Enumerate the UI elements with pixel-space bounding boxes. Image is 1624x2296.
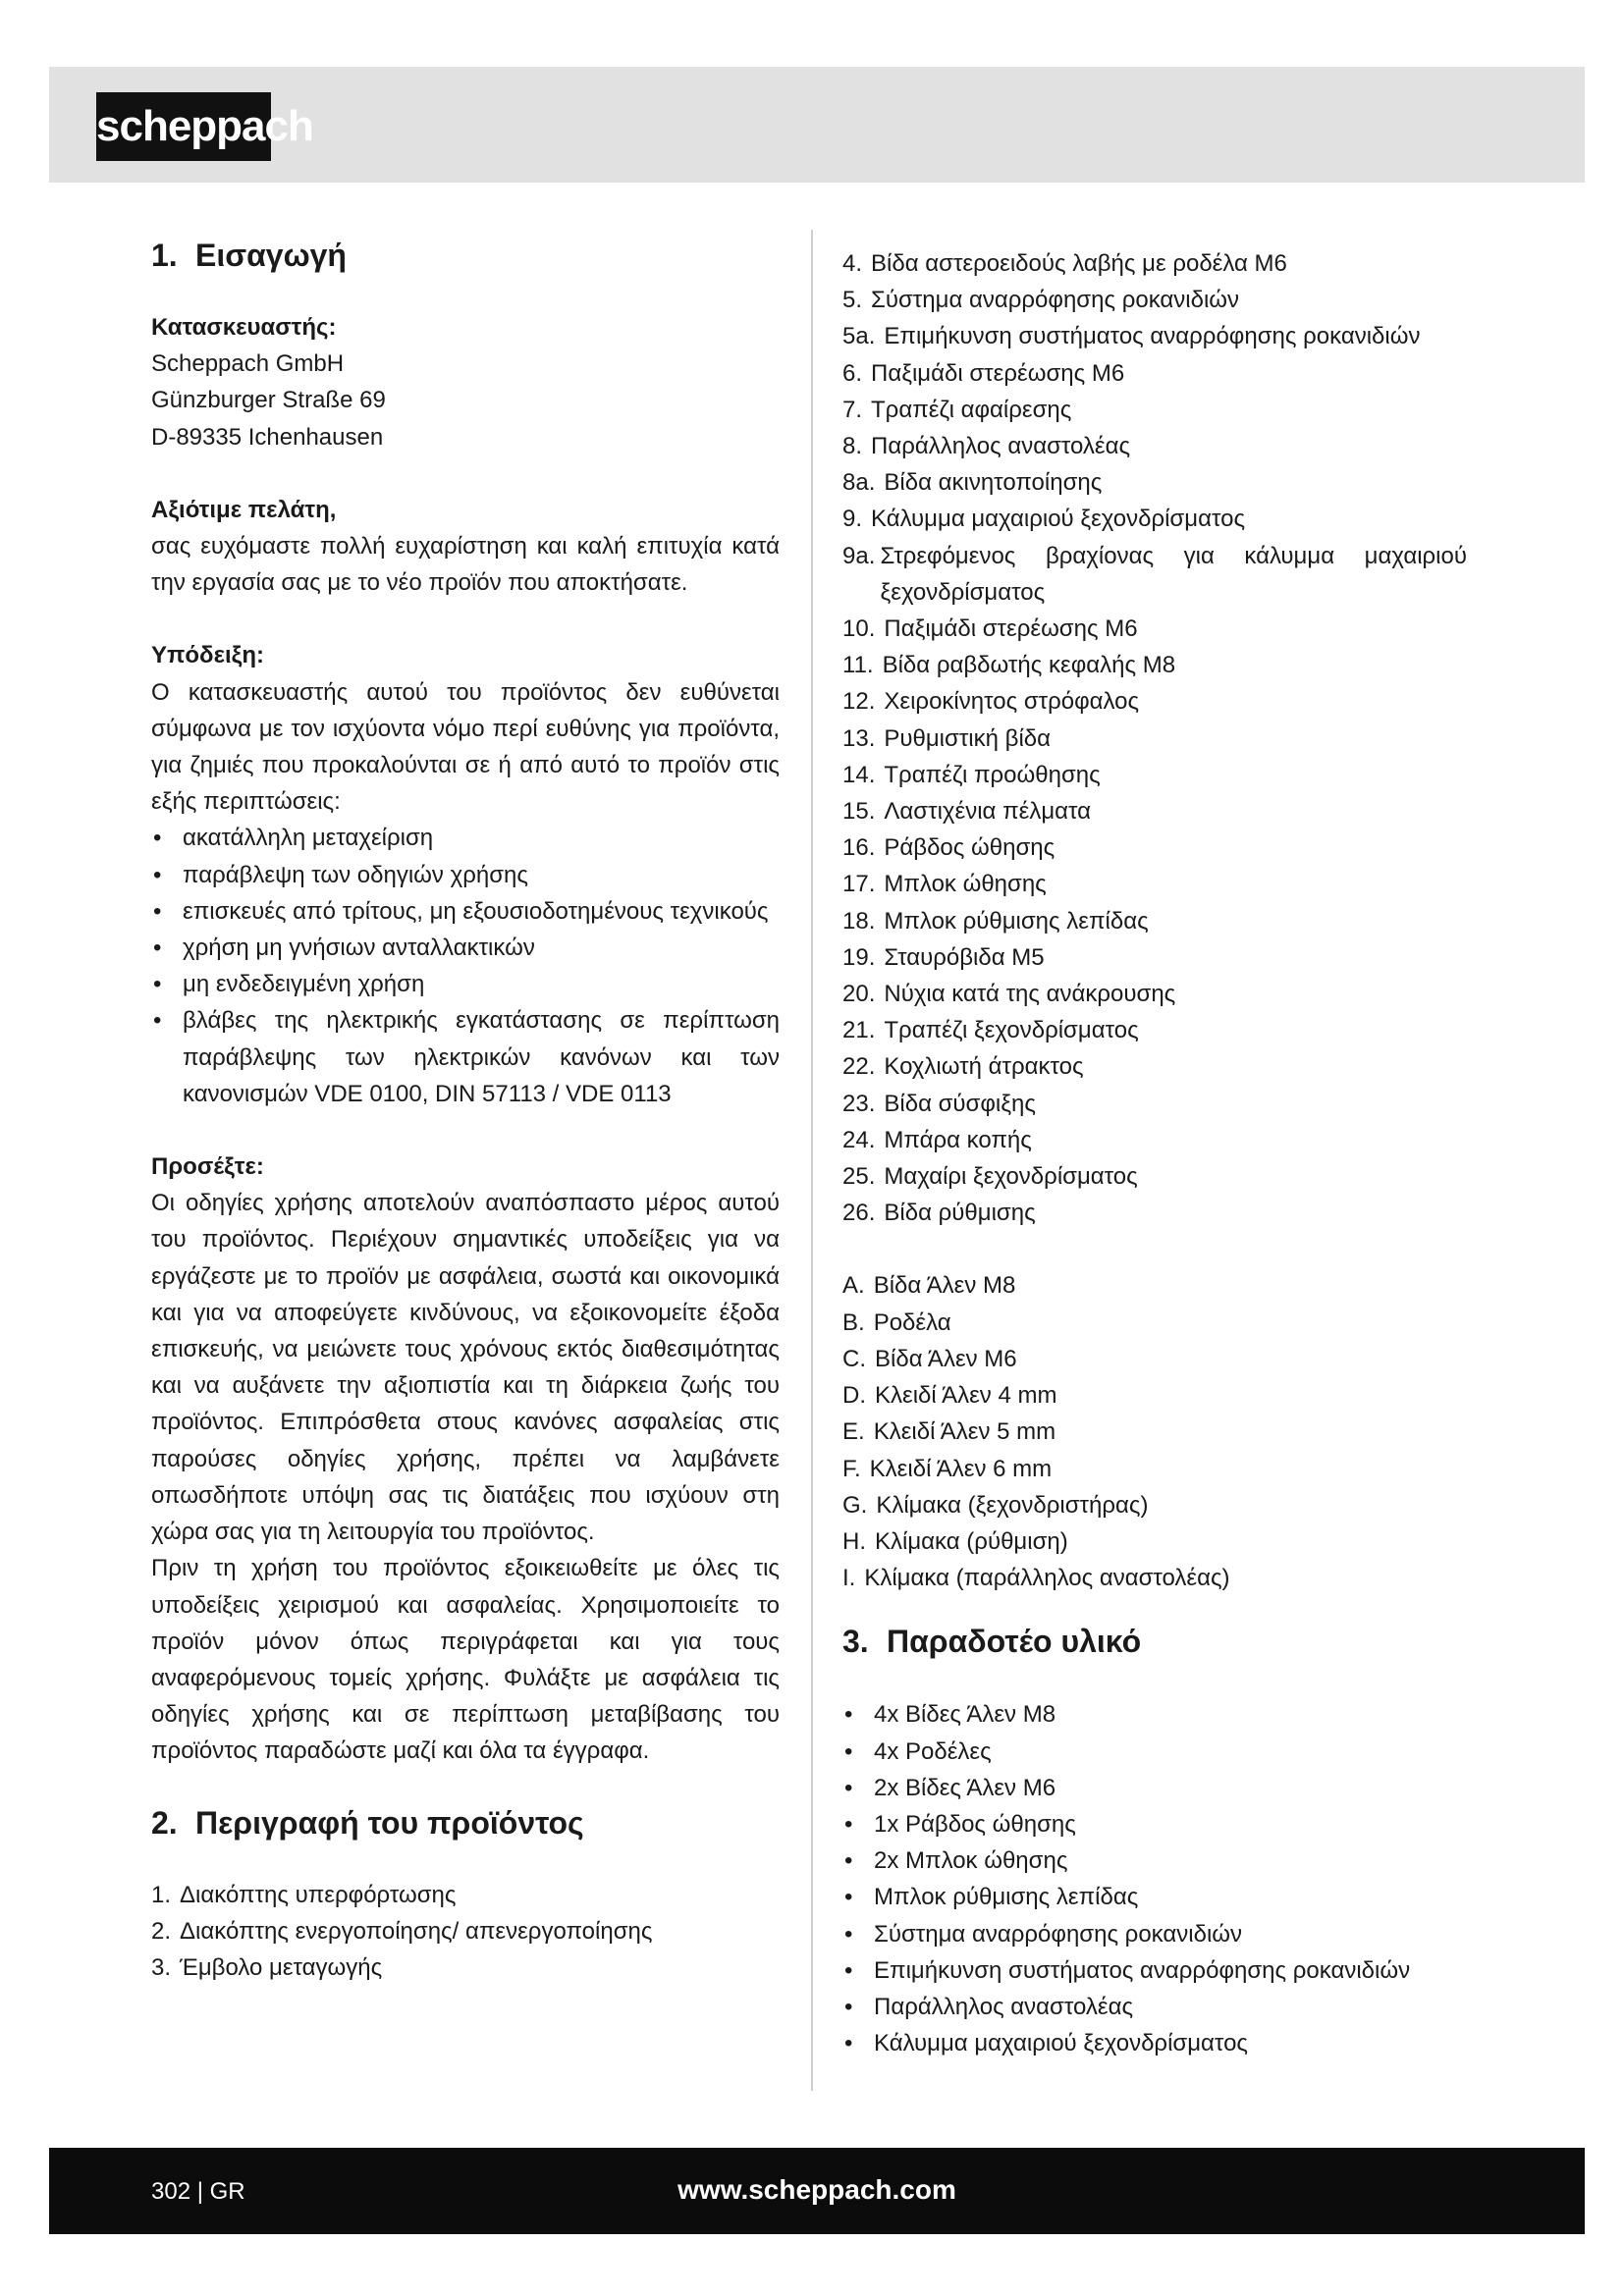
section-3-heading: 3. Παραδοτέο υλικό [842, 1624, 1142, 1660]
list-item: A. Βίδα Άλεν M8 [842, 1272, 1016, 1300]
attention-paragraph-2: Πριν τη χρήση του προϊόντος εξοικειωθείτε με όλες τις υποδείξεις χειρισμού και ασφαλείας. Χρησιμοποιείτε το προϊόν μόνον όπως περιγράφεται και για τους αναφερόμενους τομείς χρήσης. Φυλάξτε με ασφάλεια τις οδηγίες χρήσης και σε περίπτωση μεταβίβασης του προϊόντος παραδώστε μαζί και όλα τα έγγραφα. [151, 1555, 780, 1765]
list-item: 8. Παράλληλος αναστολέας [842, 433, 1131, 460]
list-item: 18. Μπλοκ ρύθμισης λεπίδας [842, 907, 1149, 934]
list-item: E. Κλειδί Άλεν 5 mm [842, 1418, 1056, 1446]
manufacturer-label: Κατασκευαστής: [151, 314, 337, 341]
list-item: 23. Βίδα σύσφιξης [842, 1090, 1036, 1117]
note-bullet: • βλάβες της ηλεκτρικής εγκατάστασης σε περίπτωση παράβλεψης των ηλεκτρικών κανόνων και των κανονισμών VDE 0100, DIN 57113 / VDE 0113 [151, 1002, 780, 1112]
list-item: 11. Βίδα ραβδωτής κεφαλής M8 [842, 652, 1176, 679]
list-item: 5a. Επιμήκυνση συστήματος αναρρόφησης ροκανιδιών [842, 323, 1421, 350]
list-item: B. Ροδέλα [842, 1308, 951, 1336]
list-item: 9a. Στρεφόμενος βραχίονας για κάλυμμα μαχαιριού ξεχονδρίσματος [842, 542, 1467, 606]
delivery-item: • Επιμήκυνση συστήματος αναρρόφησης ροκανιδιών [842, 1952, 1467, 1989]
delivery-item: • 2x Βίδες Άλεν M6 [842, 1770, 1467, 1806]
column-divider [811, 230, 813, 2091]
list-item: 14. Τραπέζι προώθησης [842, 761, 1101, 788]
list-item: 15. Λαστιχένια πέλματα [842, 798, 1092, 826]
section-2-heading: 2. Περιγραφή του προϊόντος [151, 1804, 584, 1841]
list-item: 19. Σταυρόβιδα M5 [842, 943, 1045, 971]
manufacturer-line: Günzburger Straße 69 [151, 387, 386, 414]
list-item: 21. Τραπέζι ξεχονδρίσματος [842, 1017, 1139, 1044]
list-item: 7. Τραπέζι αφαίρεσης [842, 396, 1072, 423]
page-header [49, 67, 1585, 183]
list-item: 3. Έμβολο μεταγωγής [151, 1953, 383, 1981]
delivery-item: • 4x Ροδέλες [842, 1734, 1467, 1770]
list-item: 16. Ράβδος ώθησης [842, 834, 1056, 862]
list-item: 5. Σύστημα αναρρόφησης ροκανιδιών [842, 287, 1240, 314]
note-label: Υπόδειξη: [151, 642, 264, 669]
parts-list-continued [842, 245, 1467, 1231]
delivery-item: • 1x Ράβδος ώθησης [842, 1806, 1467, 1842]
website-link[interactable]: www.scheppach.com [677, 2174, 956, 2205]
list-item: 9. Κάλυμμα μαχαιριού ξεχονδρίσματος [842, 506, 1246, 533]
list-item: 20. Νύχια κατά της ανάκρουσης [842, 981, 1176, 1008]
list-item: 13. Ρυθμιστική βίδα [842, 724, 1052, 752]
left-column [151, 236, 780, 1986]
list-item: D. Κλειδί Άλεν 4 mm [842, 1382, 1057, 1410]
list-item: C. Βίδα Άλεν M6 [842, 1345, 1017, 1372]
note-bullet-list [151, 820, 780, 1112]
list-item: I. Κλίμακα (παράλληλος αναστολέας) [842, 1565, 1230, 1592]
note-bullet: • μη ενδεδειγμένη χρήση [151, 966, 780, 1002]
attention-paragraph-1: Οι οδηγίες χρήσης αποτελούν αναπόσπαστο μέρος αυτού του προϊόντος. Περιέχουν σημαντικές υποδείξεις για να εργάζεστε με το προϊόν με ασφάλεια, σωστά και οικονομικά και για να αποφεύγετε κινδύνους, να εξοικονομείτε έξοδα επισκευής, να μειώνετε τους χρόνους εκτός διαθεσιμότητας και να αυξάνετε την αξιοπιστία και τη διάρκεια ζωής του προϊόντος. Επιπρόσθετα στους κανόνες ασφαλείας στις παρούσες οδηγίες χρήσης, πρέπει να λαμβάνετε οπωσδήποτε υπόψη σας τις διατάξεις που ισχύουν στη χώρα σας για τη λειτουργία του προϊόντος. [151, 1190, 780, 1546]
delivery-list [842, 1696, 1467, 2061]
list-item: 2. Διακόπτης ενεργοποίησης/ απενεργοποίησης [151, 1917, 653, 1945]
delivery-item: • Σύστημα αναρρόφησης ροκανιδιών [842, 1916, 1467, 1952]
list-item: 22. Κοχλιωτή άτρακτος [842, 1053, 1084, 1081]
right-column [842, 245, 1467, 2061]
delivery-item: • Κάλυμμα μαχαιριού ξεχονδρίσματος [842, 2025, 1467, 2061]
list-item: 17. Μπλοκ ώθησης [842, 871, 1047, 898]
list-item: 26. Βίδα ρύθμισης [842, 1200, 1036, 1227]
list-item: 24. Μπάρα κοπής [842, 1126, 1032, 1153]
scheppach-logo: scheppach [96, 92, 271, 161]
list-item: 1. Διακόπτης υπερφόρτωσης [151, 1881, 457, 1908]
delivery-item: • Παράλληλος αναστολέας [842, 1989, 1467, 2025]
delivery-item: • 2x Μπλοκ ώθησης [842, 1842, 1467, 1879]
list-item: G. Κλίμακα (ξεχονδριστήρας) [842, 1491, 1149, 1519]
delivery-item: • Μπλοκ ρύθμισης λεπίδας [842, 1879, 1467, 1915]
list-item: 4. Βίδα αστεροειδούς λαβής με ροδέλα M6 [842, 250, 1287, 277]
list-item: 8a. Βίδα ακινητοποίησης [842, 469, 1103, 497]
parts-list [151, 1877, 780, 1987]
list-item: 25. Μαχαίρι ξεχονδρίσματος [842, 1163, 1138, 1191]
manufacturer-line: D-89335 Ichenhausen [151, 423, 384, 451]
note-text: Ο κατασκευαστής αυτού του προϊόντος δεν ευθύνεται σύμφωνα με τον ισχύοντα νόμο περί ευθύνης για προϊόντα, για ζημιές που προκαλούνται σε ή από αυτό το προϊόν στις εξής περιπτώσεις: [151, 678, 780, 816]
note-bullet: • ακατάλληλη μεταχείριση [151, 820, 780, 856]
manufacturer-line: Scheppach GmbH [151, 350, 345, 378]
page-number: 302 | GR [151, 2178, 245, 2205]
list-item: 6. Παξιμάδι στερέωσης M6 [842, 359, 1125, 387]
list-item: 12. Χειροκίνητος στρόφαλος [842, 688, 1140, 716]
accessories-list [842, 1267, 1467, 1596]
note-bullet: • επισκευές από τρίτους, μη εξουσιοδοτημένους τεχνικούς [151, 893, 780, 930]
section-1-heading: 1. Εισαγωγή [151, 238, 347, 273]
attention-label: Προσέξτε: [151, 1153, 264, 1181]
page-footer [49, 2148, 1585, 2234]
delivery-item: • 4x Βίδες Άλεν M8 [842, 1696, 1467, 1733]
customer-label: Αξιότιμε πελάτη, [151, 496, 337, 523]
note-bullet: • χρήση μη γνήσιων ανταλλακτικών [151, 930, 780, 966]
list-item: F. Κλειδί Άλεν 6 mm [842, 1455, 1053, 1482]
list-item: H. Κλίμακα (ρύθμιση) [842, 1527, 1068, 1555]
list-item: 10. Παξιμάδι στερέωσης M6 [842, 615, 1138, 643]
note-bullet: • παράβλεψη των οδηγιών χρήσης [151, 857, 780, 893]
customer-text: σας ευχόμαστε πολλή ευχαρίστηση και καλή επιτυχία κατά την εργασία σας με το νέο προϊόν που αποκτήσατε. [151, 533, 780, 597]
